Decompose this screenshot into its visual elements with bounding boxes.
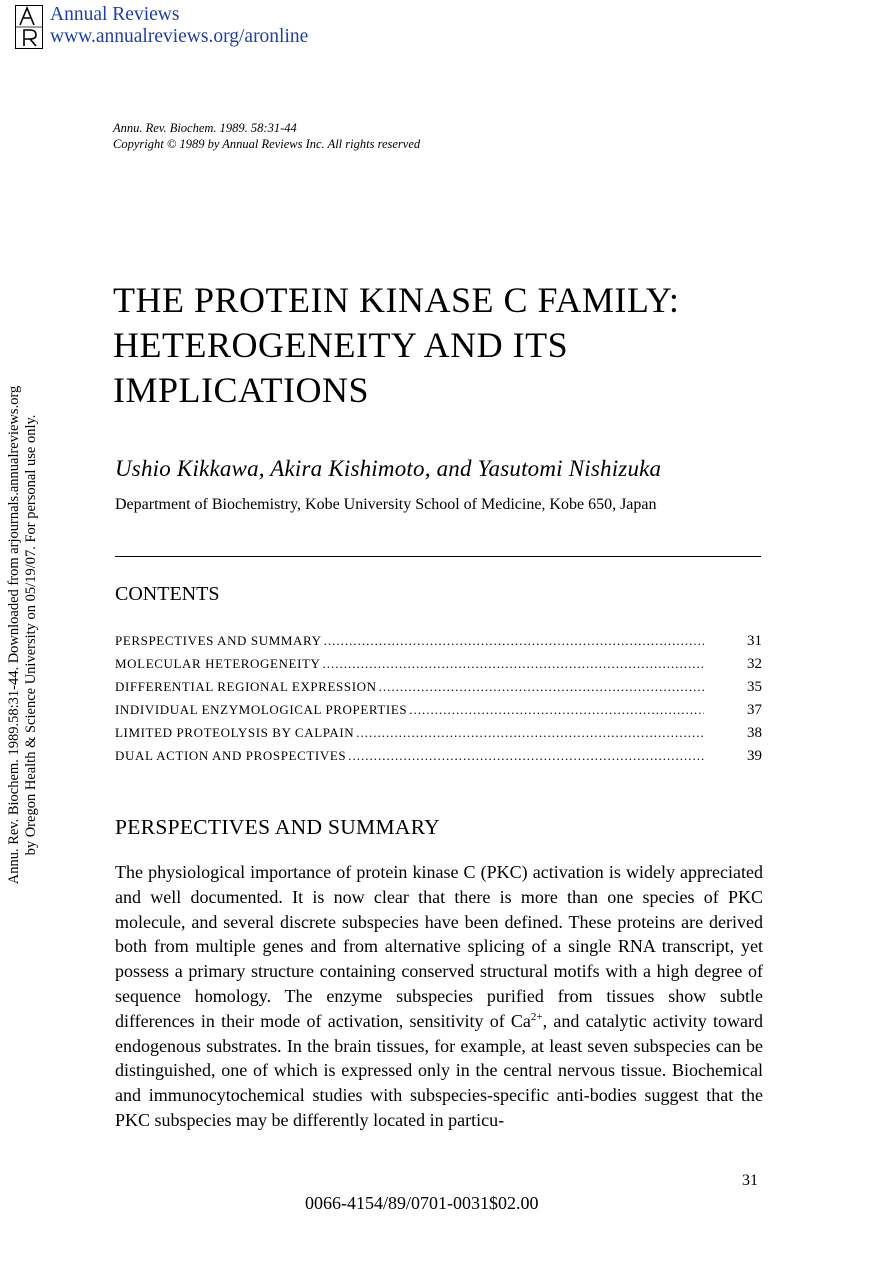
toc-entry xyxy=(115,748,762,771)
toc-entry xyxy=(115,725,762,748)
article-title xyxy=(113,278,793,413)
toc-entry xyxy=(115,633,762,656)
section-heading: PERSPECTIVES AND SUMMARY xyxy=(115,815,440,839)
toc-entry-label: PERSPECTIVES AND SUMMARY xyxy=(115,633,322,648)
toc-entry xyxy=(115,679,762,702)
toc-entry xyxy=(115,656,762,679)
authors: Ushio Kikkawa, Akira Kishimoto, and Yasutomi Nishizuka xyxy=(115,456,662,481)
footer-code: 0066-4154/89/0701-0031$02.00 xyxy=(305,1193,539,1213)
publisher-links xyxy=(50,4,308,48)
toc-entry-page: 37 xyxy=(747,702,762,718)
toc-entry-page: 38 xyxy=(747,725,762,741)
toc-entry-page: 39 xyxy=(747,748,762,764)
toc-entry-label: DUAL ACTION AND PROSPECTIVES xyxy=(115,748,347,763)
title-line: THE PROTEIN KINASE C FAMILY: xyxy=(113,280,680,320)
title-line: IMPLICATIONS xyxy=(113,370,370,410)
download-note xyxy=(6,345,40,925)
divider xyxy=(115,556,761,557)
superscript: 2+ xyxy=(530,1010,543,1023)
affiliation: Department of Biochemistry, Kobe University School of Medicine, Kobe 650, Japan xyxy=(115,496,657,513)
annual-reviews-logo-icon xyxy=(15,5,43,49)
toc-entry-label: MOLECULAR HETEROGENEITY xyxy=(115,656,321,671)
citation-line: Annu. Rev. Biochem. 1989. 58:31-44 xyxy=(113,121,297,135)
title-line: HETEROGENEITY AND ITS xyxy=(113,325,569,365)
copyright-line: Copyright © 1989 by Annual Reviews Inc. All rights reserved xyxy=(113,137,421,151)
toc-entry-label: LIMITED PROTEOLYSIS BY CALPAIN xyxy=(115,725,355,740)
paragraph-text: , and catalytic activity toward endogenous substrates. In the brain tissues, for example, at least seven subspecies can be distinguished, one of which is expressed only in the central nervous tissue. Biochemical and immunocytochemical studies with subspecies-specific anti-bodies suggest that the PKC subspecies may be differently located in particu- xyxy=(115,1010,763,1130)
page-number: 31 xyxy=(742,1172,758,1189)
body-paragraph xyxy=(115,860,763,1133)
download-note-line-2: by Oregon Health & Science University on 05/19/07. For personal use only. xyxy=(23,414,39,856)
toc-entry-label: DIFFERENTIAL REGIONAL EXPRESSION xyxy=(115,679,377,694)
contents-heading: CONTENTS xyxy=(115,583,220,605)
toc-leader-dots xyxy=(409,702,704,718)
paragraph-text: The physiological importance of protein kinase C (PKC) activation is widely appreciated and well documented. It is now clear that there is more than one species of PKC molecule, and several discrete subspecies have been defined. These proteins are derived both from multiple genes and from alternative splicing of a single RNA transcript, yet possess a primary structure containing conserved structural motifs with a high degree of sequence homology. The enzyme subspecies purified from tissues show subtle differences in their mode of activation, sensitivity of Ca xyxy=(115,862,763,1031)
toc-leader-dots xyxy=(323,656,704,672)
toc-entry xyxy=(115,702,762,725)
toc-entry-label: INDIVIDUAL ENZYMOLOGICAL PROPERTIES xyxy=(115,702,408,717)
publisher-name-link[interactable]: Annual Reviews xyxy=(50,4,180,25)
journal-citation xyxy=(113,120,420,152)
table-of-contents xyxy=(115,633,762,771)
download-note-line-1: Annu. Rev. Biochem. 1989.58:31-44. Downloaded from arjournals.annualreviews.org xyxy=(6,385,22,885)
toc-entry-page: 31 xyxy=(747,633,762,649)
toc-entry-page: 35 xyxy=(747,679,762,695)
toc-leader-dots xyxy=(324,633,704,649)
toc-leader-dots xyxy=(379,679,704,695)
publisher-url-link[interactable]: www.annualreviews.org/aronline xyxy=(50,26,309,47)
toc-leader-dots xyxy=(348,748,704,764)
toc-leader-dots xyxy=(356,725,704,741)
toc-entry-page: 32 xyxy=(747,656,762,672)
